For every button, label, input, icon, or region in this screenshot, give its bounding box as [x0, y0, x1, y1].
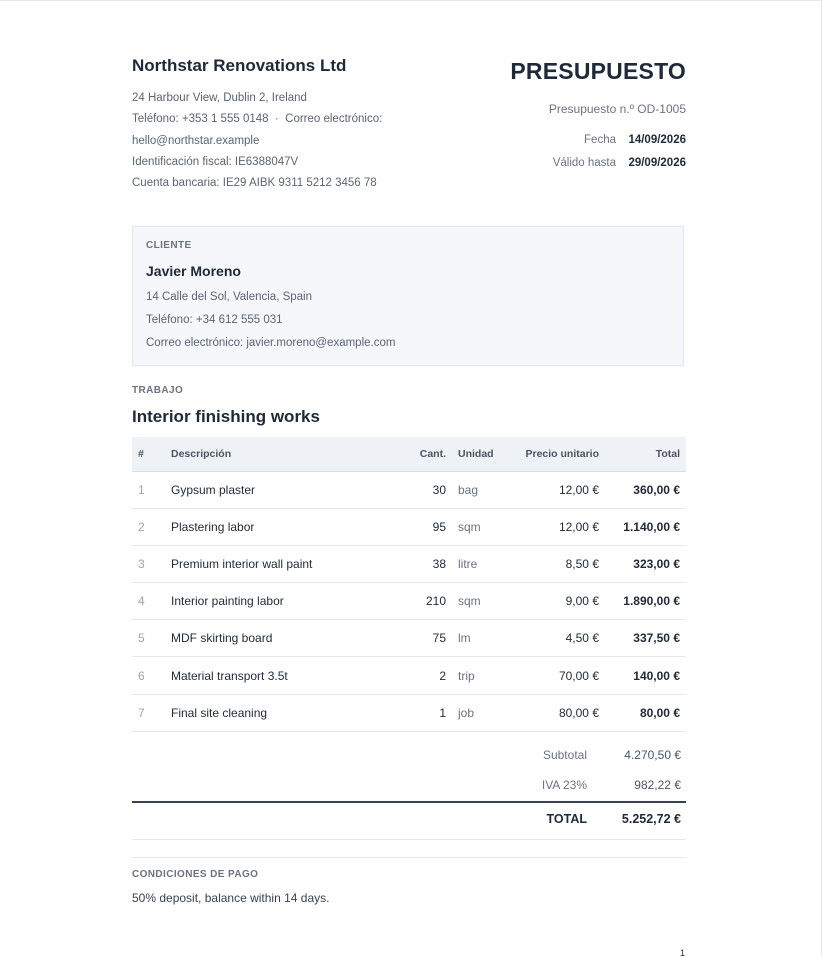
total-bottom-divider [132, 839, 686, 840]
line-items-table [132, 437, 686, 732]
row-unit: lm [452, 620, 509, 657]
company-bank: Cuenta bancaria: IE29 AIBK 9311 5212 3456 78 [132, 177, 377, 190]
row-num: 7 [132, 694, 165, 731]
date-value: 14/09/2026 [628, 134, 686, 146]
page-top-border [0, 0, 822, 1]
row-num: 3 [132, 545, 165, 582]
row-num: 6 [132, 657, 165, 694]
company-name: Northstar Renovations Ltd [132, 56, 347, 75]
document-date [584, 134, 686, 146]
row-total: 1.890,00 € [605, 583, 686, 620]
company-tax-id: Identificación fiscal: IE6388047V [132, 155, 299, 168]
table-row [132, 545, 686, 582]
document-valid-until [553, 157, 686, 169]
table-header-row [132, 437, 686, 471]
table-row [132, 694, 686, 731]
row-qty: 30 [400, 471, 452, 508]
row-unit-price: 12,00 € [509, 471, 605, 508]
row-total: 1.140,00 € [605, 508, 686, 545]
valid-until-label: Válido hasta [552, 157, 616, 169]
client-name: Javier Moreno [146, 263, 241, 279]
work-label: TRABAJO [132, 385, 184, 396]
subtotal-value: 4.270,50 € [624, 748, 681, 762]
row-unit-price: 80,00 € [509, 694, 605, 731]
row-description: Final site cleaning [165, 694, 400, 731]
client-phone: Teléfono: +34 612 555 031 [146, 314, 283, 326]
row-qty: 38 [400, 545, 452, 582]
row-unit-price: 70,00 € [509, 657, 605, 694]
payment-divider [132, 857, 686, 858]
company-contact: Teléfono: +353 1 555 0148 · Correo electrónico: [132, 113, 383, 126]
table-row [132, 471, 686, 508]
work-title: Interior finishing works [132, 407, 320, 426]
table-row [132, 508, 686, 545]
header-total: Total [605, 437, 686, 471]
row-unit: trip [452, 657, 509, 694]
header-unit: Unidad [452, 437, 509, 471]
row-unit-price: 9,00 € [509, 583, 605, 620]
table-row [132, 620, 686, 657]
document-title: PRESUPUESTO [510, 58, 686, 84]
row-unit-price: 4,50 € [509, 620, 605, 657]
row-description: Gypsum plaster [165, 471, 400, 508]
row-qty: 2 [400, 657, 452, 694]
row-unit: litre [452, 545, 509, 582]
row-unit: sqm [452, 508, 509, 545]
total-divider [132, 801, 686, 803]
row-total: 323,00 € [605, 545, 686, 582]
vat-label: IVA 23% [541, 778, 587, 792]
page-number: 1 [680, 948, 686, 958]
valid-until-value: 29/09/2026 [628, 157, 686, 169]
client-address: 14 Calle del Sol, Valencia, Spain [146, 291, 313, 303]
row-description: MDF skirting board [165, 620, 400, 657]
row-description: Premium interior wall paint [165, 545, 400, 582]
company-email: hello@northstar.example [132, 134, 260, 147]
row-total: 360,00 € [605, 471, 686, 508]
grand-total-label: TOTAL [546, 812, 587, 826]
row-num: 5 [132, 620, 165, 657]
row-num: 4 [132, 583, 165, 620]
row-qty: 75 [400, 620, 452, 657]
payment-terms-label: CONDICIONES DE PAGO [132, 869, 259, 880]
row-description: Material transport 3.5t [165, 657, 400, 694]
grand-total-value: 5.252,72 € [621, 812, 681, 826]
row-qty: 210 [400, 583, 452, 620]
row-num: 1 [132, 471, 165, 508]
row-total: 140,00 € [605, 657, 686, 694]
header-description: Descripción [165, 437, 400, 471]
client-box [132, 226, 684, 366]
client-label: CLIENTE [146, 240, 192, 251]
row-description: Interior painting labor [165, 583, 400, 620]
header-unit-price: Precio unitario [509, 437, 605, 471]
row-qty: 95 [400, 508, 452, 545]
row-unit: sqm [452, 583, 509, 620]
row-qty: 1 [400, 694, 452, 731]
company-details [132, 88, 432, 194]
payment-terms-text: 50% deposit, balance within 14 days. [132, 891, 330, 905]
date-label: Fecha [584, 134, 616, 146]
vat-value: 982,22 € [634, 778, 681, 792]
document-number: Presupuesto n.º OD-1005 [548, 102, 686, 116]
table-row [132, 583, 686, 620]
row-unit: job [452, 694, 509, 731]
row-unit-price: 8,50 € [509, 545, 605, 582]
subtotal-label: Subtotal [542, 748, 587, 762]
client-email: Correo electrónico: javier.moreno@example.com [146, 337, 396, 349]
row-total: 337,50 € [605, 620, 686, 657]
row-total: 80,00 € [605, 694, 686, 731]
table-row [132, 657, 686, 694]
row-num: 2 [132, 508, 165, 545]
row-unit: bag [452, 471, 509, 508]
company-address: 24 Harbour View, Dublin 2, Ireland [132, 92, 307, 104]
row-description: Plastering labor [165, 508, 400, 545]
header-qty: Cant. [400, 437, 452, 471]
header-num: # [132, 437, 165, 471]
row-unit-price: 12,00 € [509, 508, 605, 545]
